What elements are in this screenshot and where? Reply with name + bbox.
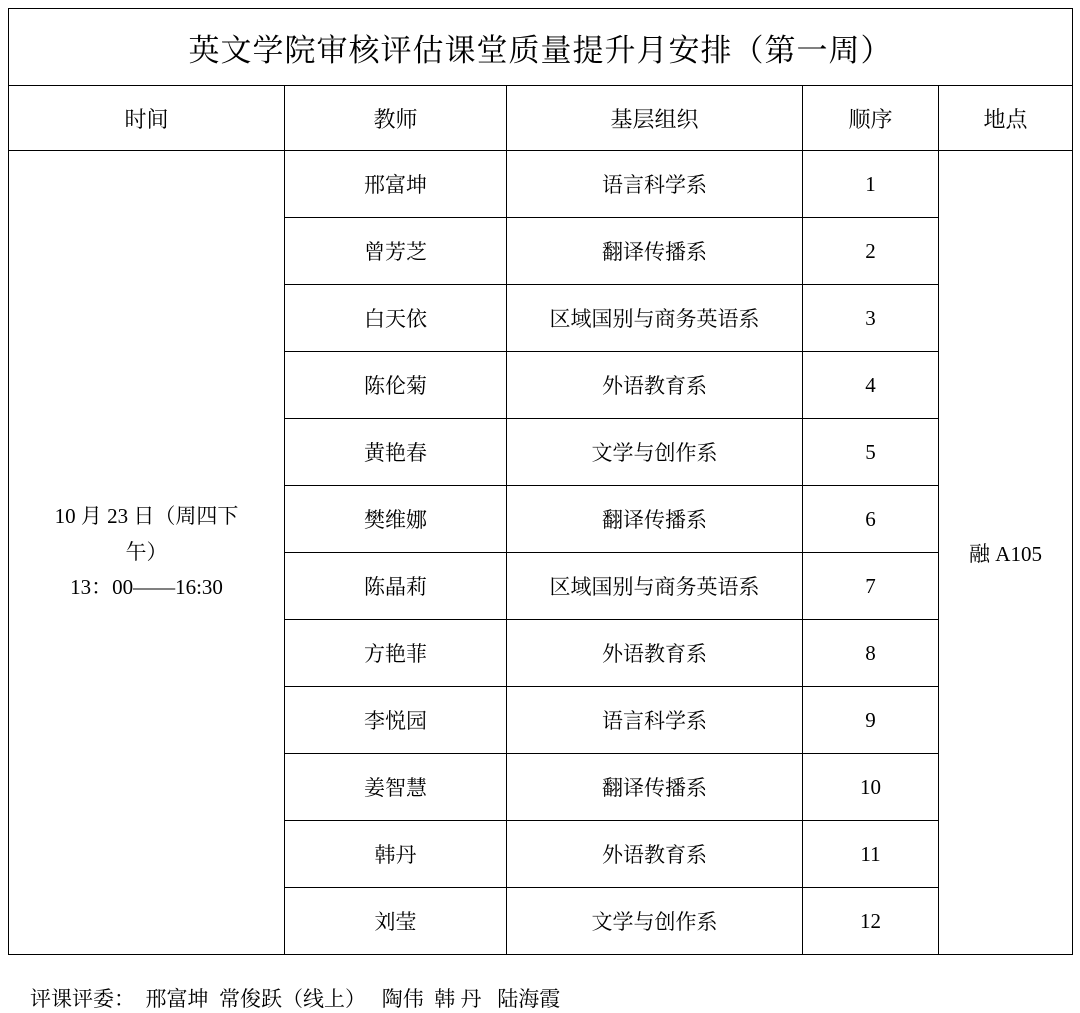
order-number: 3 — [803, 285, 939, 352]
teacher-name: 黄艳春 — [285, 419, 507, 486]
organization-name: 区域国别与商务英语系 — [507, 285, 803, 352]
organization-name: 语言科学系 — [507, 687, 803, 754]
order-number: 9 — [803, 687, 939, 754]
order-number: 10 — [803, 754, 939, 821]
order-number: 1 — [803, 151, 939, 218]
organization-name: 外语教育系 — [507, 821, 803, 888]
organization-name: 文学与创作系 — [507, 888, 803, 955]
organization-name: 外语教育系 — [507, 620, 803, 687]
title-row — [9, 9, 1073, 86]
organization-name: 外语教育系 — [507, 352, 803, 419]
order-number: 6 — [803, 486, 939, 553]
schedule-table — [8, 8, 1073, 955]
time-line-2: 午） — [125, 539, 168, 564]
column-header-teacher: 教师 — [285, 86, 507, 151]
location-cell: 融 A105 — [939, 151, 1073, 955]
teacher-name: 李悦园 — [285, 687, 507, 754]
teacher-name: 姜智慧 — [285, 754, 507, 821]
teacher-name: 陈伦菊 — [285, 352, 507, 419]
organization-name: 区域国别与商务英语系 — [507, 553, 803, 620]
order-number: 5 — [803, 419, 939, 486]
organization-name: 翻译传播系 — [507, 218, 803, 285]
teacher-name: 刘莹 — [285, 888, 507, 955]
teacher-name: 方艳菲 — [285, 620, 507, 687]
header-row — [9, 86, 1073, 151]
teacher-name: 白天依 — [285, 285, 507, 352]
order-number: 7 — [803, 553, 939, 620]
time-line-3: 13：00——16:30 — [70, 575, 223, 600]
teacher-name: 樊维娜 — [285, 486, 507, 553]
time-cell — [9, 151, 285, 955]
organization-name: 文学与创作系 — [507, 419, 803, 486]
time-line-1: 10 月 23 日（周四下 — [54, 503, 239, 528]
column-header-location: 地点 — [939, 86, 1073, 151]
teacher-name: 陈晶莉 — [285, 553, 507, 620]
order-number: 8 — [803, 620, 939, 687]
organization-name: 翻译传播系 — [507, 486, 803, 553]
organization-name: 语言科学系 — [507, 151, 803, 218]
column-header-organization: 基层组织 — [507, 86, 803, 151]
column-header-time: 时间 — [9, 86, 285, 151]
order-number: 11 — [803, 821, 939, 888]
teacher-name: 邢富坤 — [285, 151, 507, 218]
reviewers-footer: 评课评委： 邢富坤 常俊跃（线上） 陶伟 韩 丹 陆海霞 — [30, 987, 561, 1011]
document-title: 英文学院审核评估课堂质量提升月安排（第一周） — [9, 9, 1073, 86]
order-number: 4 — [803, 352, 939, 419]
teacher-name: 曾芳芝 — [285, 218, 507, 285]
column-header-order: 顺序 — [803, 86, 939, 151]
organization-name: 翻译传播系 — [507, 754, 803, 821]
table-row — [9, 151, 1073, 218]
order-number: 12 — [803, 888, 939, 955]
teacher-name: 韩丹 — [285, 821, 507, 888]
order-number: 2 — [803, 218, 939, 285]
